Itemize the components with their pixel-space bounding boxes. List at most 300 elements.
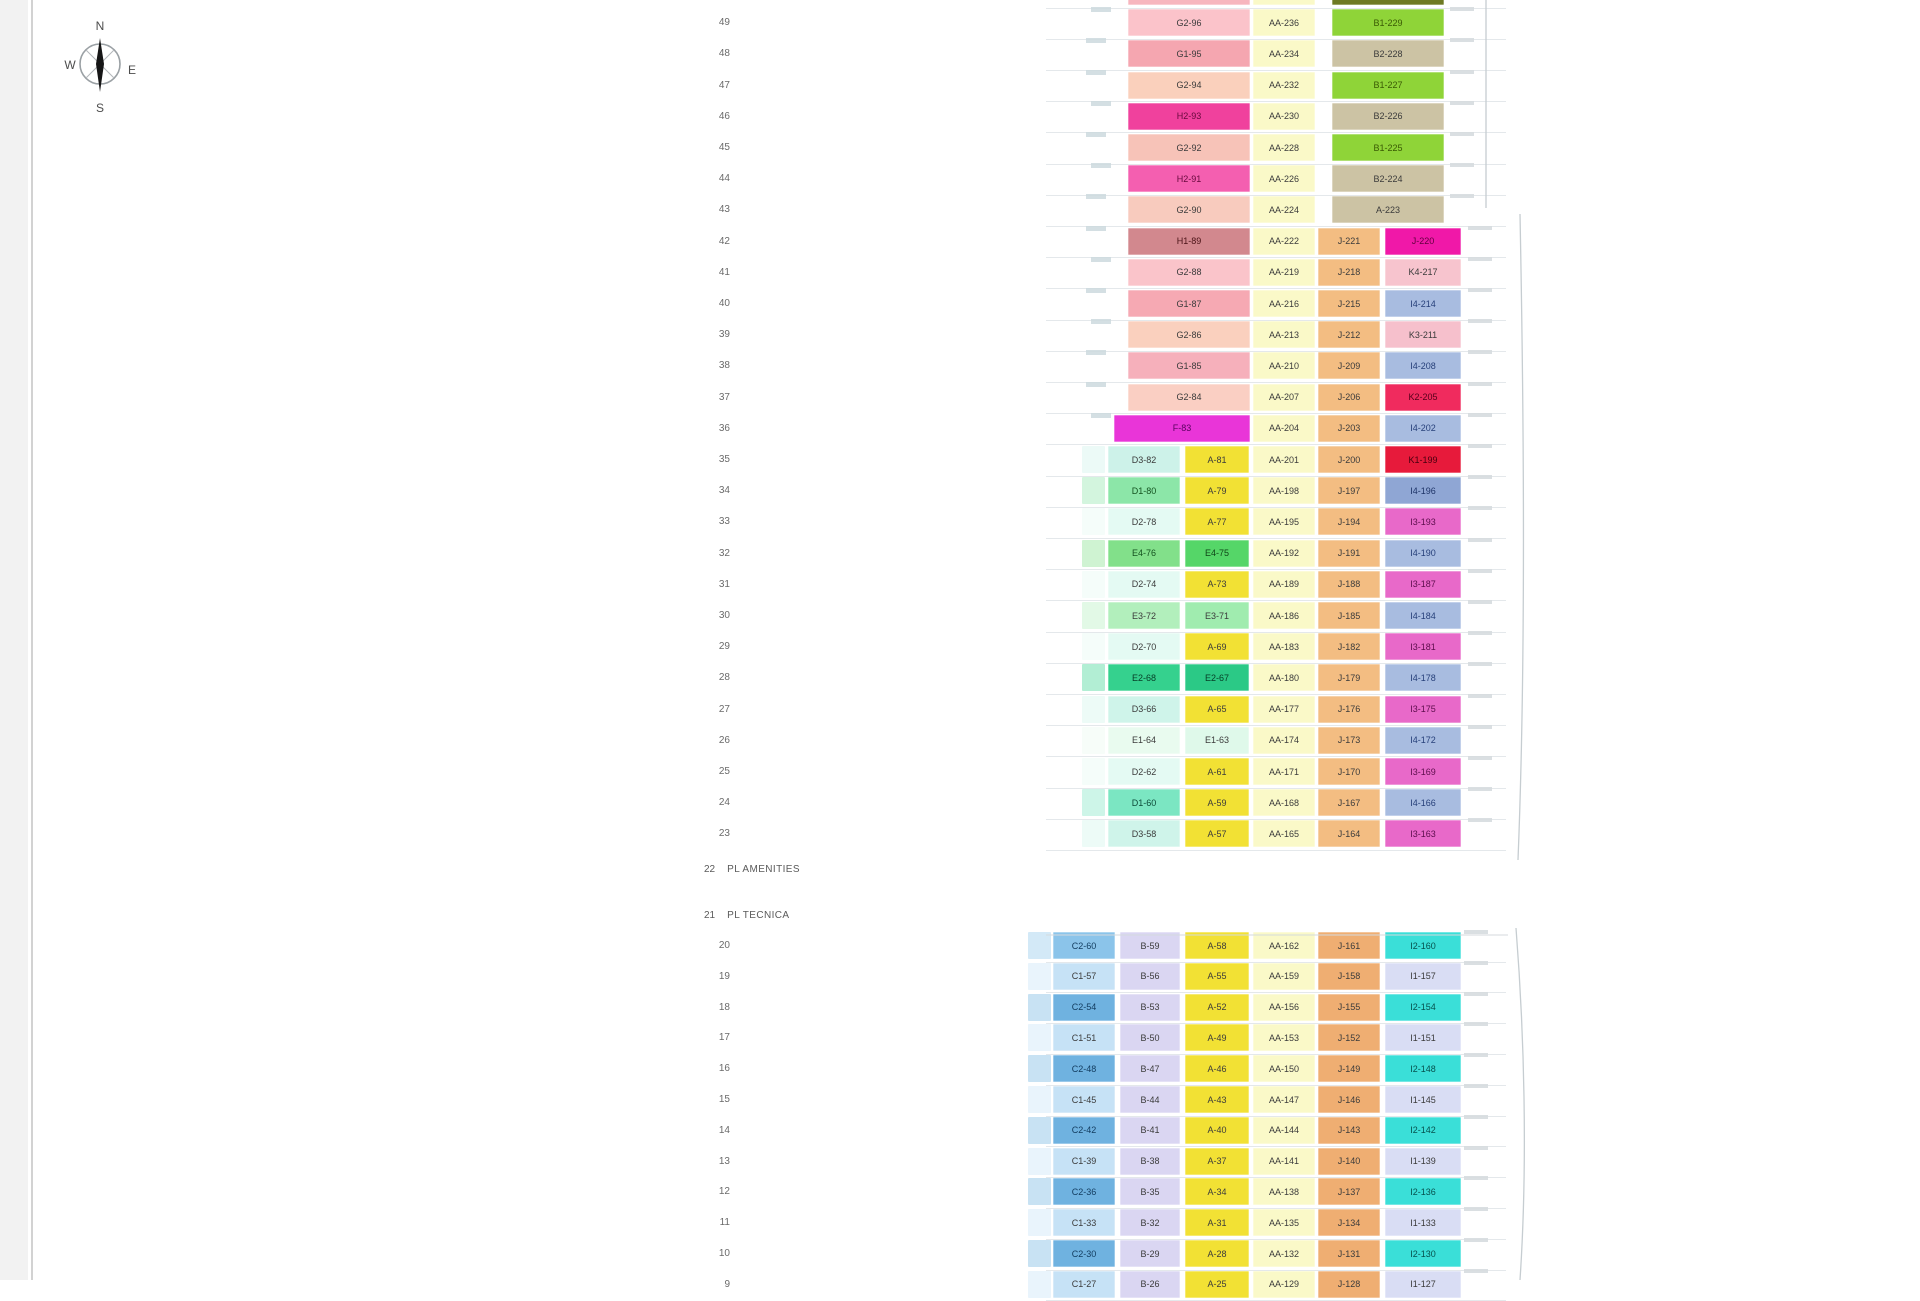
floor-number: 46 — [718, 110, 730, 122]
floor-number: 39 — [718, 329, 730, 341]
balcony-strip — [1082, 633, 1105, 660]
balcony-strip — [1082, 602, 1105, 629]
floor-number: 47 — [718, 79, 730, 91]
unit-cell: AA-156 — [1253, 994, 1315, 1021]
unit-cell: C2-30 — [1053, 1240, 1115, 1267]
slab-edge-dash — [1464, 930, 1488, 934]
slab-edge-tick — [1086, 382, 1106, 387]
slab-edge-tick — [1086, 226, 1106, 231]
unit-cell: I3-163 — [1385, 820, 1461, 847]
unit-cell: A-59 — [1185, 789, 1249, 816]
slab-edge-dash — [1464, 1115, 1488, 1119]
unit-cell: I4-178 — [1385, 664, 1461, 691]
slab-edge-dash — [1468, 413, 1492, 417]
unit-cell: AA-198 — [1253, 477, 1315, 504]
slab-edge-dash — [1450, 194, 1474, 198]
unit-cell: C1-27 — [1053, 1271, 1115, 1298]
unit-cell: A-58 — [1185, 932, 1249, 959]
floor-number: 33 — [718, 516, 730, 528]
balcony-strip — [1082, 727, 1105, 754]
slab-edge-dash — [1468, 319, 1492, 323]
floor-number: 31 — [718, 578, 730, 590]
unit-cell: E2-67 — [1185, 664, 1249, 691]
floor-number: 14 — [718, 1124, 730, 1136]
slab-edge-dash — [1464, 1238, 1488, 1242]
floor-number: 9 — [724, 1278, 730, 1290]
unit-cell: J-182 — [1318, 633, 1380, 660]
balcony-strip — [1028, 1209, 1051, 1236]
unit-cell: AA-230 — [1253, 103, 1315, 130]
slab-edge-dash — [1450, 101, 1474, 105]
floor-number: 10 — [718, 1248, 730, 1259]
unit-cell: C2-60 — [1053, 932, 1115, 959]
unit-cell: AA-150 — [1253, 1055, 1315, 1082]
balcony-strip — [1028, 994, 1051, 1021]
balcony-strip — [1028, 932, 1051, 959]
unit-cell: J-212 — [1318, 321, 1380, 348]
floor-number: 23 — [718, 828, 730, 840]
floor-number: 18 — [718, 1001, 730, 1013]
slab-edge-tick — [1086, 350, 1106, 355]
floor-number: 16 — [718, 1063, 730, 1075]
slab-edge-dash — [1464, 1053, 1488, 1057]
unit-cell: I3-169 — [1385, 758, 1461, 785]
slab-edge-dash — [1464, 1146, 1488, 1150]
slab-edge-dash — [1468, 257, 1492, 261]
floor-number: 21 — [704, 910, 716, 921]
slab-edge-dash — [1468, 569, 1492, 573]
unit-cell: AA-177 — [1253, 696, 1315, 723]
unit-cell: B-44 — [1120, 1086, 1180, 1113]
unit-cell: J-215 — [1318, 290, 1380, 317]
unit-cell: AA-129 — [1253, 1271, 1315, 1298]
balcony-strip — [1028, 1117, 1051, 1144]
floor-number: 44 — [718, 173, 730, 185]
unit-cell: C1-51 — [1053, 1024, 1115, 1051]
slab-edge-dash — [1450, 38, 1474, 42]
unit-cell: A-65 — [1185, 696, 1249, 723]
unit-cell: G2-90 — [1128, 196, 1250, 223]
floor-number: 28 — [718, 672, 730, 684]
unit-cell: E4-75 — [1185, 540, 1249, 567]
unit-cell: AA-204 — [1253, 415, 1315, 442]
unit-cell: AA-224 — [1253, 196, 1315, 223]
floor-number: 27 — [718, 703, 730, 715]
slab-edge-dash — [1450, 7, 1474, 11]
unit-cell: AA-132 — [1253, 1240, 1315, 1267]
unit-cell: A-81 — [1185, 446, 1249, 473]
floor-number: 17 — [718, 1032, 730, 1044]
floor-slab-line — [1046, 725, 1506, 726]
unit-cell: J-200 — [1318, 446, 1380, 473]
unit-cell: J-152 — [1318, 1024, 1380, 1051]
unit-cell: K4-217 — [1385, 259, 1461, 286]
unit-cell: B-50 — [1120, 1024, 1180, 1051]
unit-cell: J-146 — [1318, 1086, 1380, 1113]
unit-cell: I4-214 — [1385, 290, 1461, 317]
slab-edge-dash — [1468, 475, 1492, 479]
unit-cell: C1-57 — [1053, 963, 1115, 990]
balcony-strip — [1082, 758, 1105, 785]
unit-cell: E3-72 — [1108, 602, 1180, 629]
floor-number: 40 — [718, 298, 730, 309]
floor-number: 11 — [719, 1217, 730, 1229]
compass-south-label: S — [95, 101, 105, 115]
slab-edge-tick — [1086, 132, 1106, 137]
unit-cell: G2-88 — [1128, 259, 1250, 286]
unit-cell: A-73 — [1185, 571, 1249, 598]
unit-cell: C1-39 — [1053, 1148, 1115, 1175]
unit-cell: AA-138 — [1253, 1178, 1315, 1205]
unit-cell: AA-165 — [1253, 820, 1315, 847]
slab-edge-tick — [1086, 38, 1106, 43]
unit-cell: C2-48 — [1053, 1055, 1115, 1082]
floor-use-label: PL TECNICA — [727, 910, 790, 921]
unit-cell: AA-195 — [1253, 508, 1315, 535]
unit-cell: I2-142 — [1385, 1117, 1461, 1144]
unit-cell: AA-192 — [1253, 540, 1315, 567]
unit-cell: D2-78 — [1108, 508, 1180, 535]
unit-cell: A-57 — [1185, 820, 1249, 847]
floor-number: 34 — [718, 485, 730, 497]
unit-cell: J-179 — [1318, 664, 1380, 691]
unit-cell: I4-190 — [1385, 540, 1461, 567]
unit-cell: I2-148 — [1385, 1055, 1461, 1082]
unit-cell: C1-45 — [1053, 1086, 1115, 1113]
slab-edge-tick — [1086, 288, 1106, 293]
unit-cell: E2-68 — [1108, 664, 1180, 691]
unit-cell: B-29 — [1120, 1240, 1180, 1267]
unit-cell: G2-92 — [1128, 134, 1250, 161]
unit-cell: J-164 — [1318, 820, 1380, 847]
slab-edge-tick — [1091, 319, 1111, 324]
unit-cell: D2-62 — [1108, 758, 1180, 785]
unit-cell: I2-154 — [1385, 994, 1461, 1021]
unit-cell: B-53 — [1120, 994, 1180, 1021]
floor-use-label: PL AMENITIES — [727, 864, 800, 875]
balcony-strip — [1028, 1148, 1051, 1175]
unit-cell: I3-175 — [1385, 696, 1461, 723]
floor-slab-line — [1046, 70, 1506, 71]
unit-cell — [1253, 0, 1315, 5]
unit-cell: J-194 — [1318, 508, 1380, 535]
slab-edge-dash — [1468, 725, 1492, 729]
unit-cell: I3-187 — [1385, 571, 1461, 598]
unit-cell: E1-63 — [1185, 727, 1249, 754]
floor-number: 45 — [718, 142, 730, 153]
unit-cell: B-47 — [1120, 1055, 1180, 1082]
unit-cell: H2-93 — [1128, 103, 1250, 130]
unit-cell: B1-229 — [1332, 9, 1444, 36]
unit-cell: AA-201 — [1253, 446, 1315, 473]
unit-cell: J-143 — [1318, 1117, 1380, 1144]
floor-number: 30 — [718, 610, 730, 621]
unit-cell: I1-151 — [1385, 1024, 1461, 1051]
unit-cell: K1-199 — [1385, 446, 1461, 473]
unit-cell: AA-159 — [1253, 963, 1315, 990]
unit-cell: J-176 — [1318, 696, 1380, 723]
unit-cell: B1-225 — [1332, 134, 1444, 161]
unit-cell: I4-184 — [1385, 602, 1461, 629]
unit-cell: J-128 — [1318, 1271, 1380, 1298]
unit-cell: I4-166 — [1385, 789, 1461, 816]
unit-cell: J-188 — [1318, 571, 1380, 598]
unit-cell: AA-168 — [1253, 789, 1315, 816]
unit-cell: J-158 — [1318, 963, 1380, 990]
slab-edge-dash — [1464, 1176, 1488, 1180]
floor-number: 38 — [718, 360, 730, 372]
slab-edge-dash — [1468, 506, 1492, 510]
balcony-strip — [1028, 1240, 1051, 1267]
unit-cell: AA-171 — [1253, 758, 1315, 785]
floor-number: 22 — [704, 864, 716, 875]
balcony-strip — [1028, 1271, 1051, 1298]
slab-edge-dash — [1464, 992, 1488, 996]
balcony-strip — [1028, 1086, 1051, 1113]
compass-east-label: E — [127, 63, 137, 77]
slab-edge-tick — [1091, 7, 1111, 12]
unit-cell: A-223 — [1332, 196, 1444, 223]
unit-cell: AA-186 — [1253, 602, 1315, 629]
unit-cell: AA-162 — [1253, 932, 1315, 959]
unit-cell: AA-183 — [1253, 633, 1315, 660]
unit-cell — [1128, 0, 1250, 5]
balcony-strip — [1082, 540, 1105, 567]
floor-slab-line — [1046, 538, 1506, 539]
unit-cell: A-40 — [1185, 1117, 1249, 1144]
slab-edge-dash — [1468, 538, 1492, 542]
unit-cell: I3-193 — [1385, 508, 1461, 535]
unit-cell: B-32 — [1120, 1209, 1180, 1236]
unit-cell: AA-226 — [1253, 165, 1315, 192]
unit-cell: J-209 — [1318, 352, 1380, 379]
slab-edge-dash — [1464, 1084, 1488, 1088]
unit-cell: E4-76 — [1108, 540, 1180, 567]
unit-cell: D3-58 — [1108, 820, 1180, 847]
balcony-strip — [1028, 1055, 1051, 1082]
unit-cell: I1-157 — [1385, 963, 1461, 990]
unit-cell: I4-172 — [1385, 727, 1461, 754]
slab-edge-tick — [1091, 101, 1111, 106]
unit-cell: B-35 — [1120, 1178, 1180, 1205]
unit-cell: G2-86 — [1128, 321, 1250, 348]
unit-cell: H2-91 — [1128, 165, 1250, 192]
unit-cell: AA-210 — [1253, 352, 1315, 379]
floor-number: 41 — [718, 266, 730, 278]
balcony-strip — [1082, 789, 1105, 816]
unit-cell: J-155 — [1318, 994, 1380, 1021]
floor-slab-line — [1046, 382, 1506, 383]
unit-cell: I3-181 — [1385, 633, 1461, 660]
floor-number: 36 — [718, 422, 730, 434]
unit-cell: J-140 — [1318, 1148, 1380, 1175]
slab-edge-dash — [1464, 1022, 1488, 1026]
floor-number: 19 — [718, 970, 730, 982]
compass-north-label: N — [95, 19, 105, 33]
unit-cell: J-131 — [1318, 1240, 1380, 1267]
slab-edge-dash — [1450, 70, 1474, 74]
unit-cell: I4-196 — [1385, 477, 1461, 504]
unit-cell: G2-94 — [1128, 72, 1250, 99]
slab-edge-dash — [1468, 444, 1492, 448]
unit-cell: AA-135 — [1253, 1209, 1315, 1236]
floor-slab-line — [1046, 569, 1506, 570]
unit-cell: I2-136 — [1385, 1178, 1461, 1205]
unit-cell: D2-70 — [1108, 633, 1180, 660]
mezzanine-row — [704, 910, 789, 921]
slab-edge-dash — [1468, 631, 1492, 635]
unit-cell: B2-226 — [1332, 103, 1444, 130]
unit-cell: G1-85 — [1128, 352, 1250, 379]
slab-edge-dash — [1464, 1207, 1488, 1211]
unit-cell: AA-222 — [1253, 228, 1315, 255]
unit-cell: G2-96 — [1128, 9, 1250, 36]
unit-cell: A-49 — [1185, 1024, 1249, 1051]
slab-edge-tick — [1091, 163, 1111, 168]
floor-number: 29 — [718, 641, 730, 653]
unit-cell: J-221 — [1318, 228, 1380, 255]
unit-cell: AA-144 — [1253, 1117, 1315, 1144]
unit-cell: D2-74 — [1108, 571, 1180, 598]
unit-cell: I4-202 — [1385, 415, 1461, 442]
balcony-strip — [1082, 508, 1105, 535]
compass-west-label: W — [64, 58, 76, 72]
unit-cell: J-134 — [1318, 1209, 1380, 1236]
unit-cell: A-46 — [1185, 1055, 1249, 1082]
unit-cell: I2-130 — [1385, 1240, 1461, 1267]
slab-edge-dash — [1450, 132, 1474, 136]
unit-cell: B-56 — [1120, 963, 1180, 990]
slab-edge-tick — [1091, 257, 1111, 262]
unit-cell: AA-219 — [1253, 259, 1315, 286]
unit-cell: C2-42 — [1053, 1117, 1115, 1144]
unit-cell: B-26 — [1120, 1271, 1180, 1298]
slab-edge-dash — [1468, 662, 1492, 666]
unit-cell: E1-64 — [1108, 727, 1180, 754]
balcony-strip — [1082, 696, 1105, 723]
unit-cell: E3-71 — [1185, 602, 1249, 629]
unit-cell: AA-174 — [1253, 727, 1315, 754]
unit-cell: B-59 — [1120, 932, 1180, 959]
slab-edge-dash — [1468, 600, 1492, 604]
unit-cell: J-197 — [1318, 477, 1380, 504]
unit-cell: K2-205 — [1385, 384, 1461, 411]
unit-cell: J-173 — [1318, 727, 1380, 754]
mezzanine-row — [704, 864, 800, 875]
unit-cell: A-79 — [1185, 477, 1249, 504]
unit-cell: AA-216 — [1253, 290, 1315, 317]
unit-cell: AA-213 — [1253, 321, 1315, 348]
unit-cell: A-52 — [1185, 994, 1249, 1021]
unit-cell: A-77 — [1185, 508, 1249, 535]
unit-cell: AA-141 — [1253, 1148, 1315, 1175]
unit-cell: G1-87 — [1128, 290, 1250, 317]
unit-cell: C1-33 — [1053, 1209, 1115, 1236]
unit-cell: B-38 — [1120, 1148, 1180, 1175]
unit-cell — [1332, 0, 1444, 5]
unit-cell: AA-236 — [1253, 9, 1315, 36]
unit-cell: AA-189 — [1253, 571, 1315, 598]
unit-cell: K3-211 — [1385, 321, 1461, 348]
floor-number: 13 — [718, 1155, 730, 1167]
unit-cell: I1-127 — [1385, 1271, 1461, 1298]
slab-edge-dash — [1468, 350, 1492, 354]
floor-number: 49 — [718, 17, 730, 29]
balcony-strip — [1028, 1024, 1051, 1051]
unit-cell: I4-208 — [1385, 352, 1461, 379]
unit-cell: J-137 — [1318, 1178, 1380, 1205]
unit-cell: I1-139 — [1385, 1148, 1461, 1175]
floor-number: 15 — [718, 1094, 730, 1105]
unit-cell: AA-147 — [1253, 1086, 1315, 1113]
unit-cell: I1-133 — [1385, 1209, 1461, 1236]
unit-cell: C2-36 — [1053, 1178, 1115, 1205]
floor-slab-line — [1046, 257, 1506, 258]
unit-cell: A-25 — [1185, 1271, 1249, 1298]
floor-number: 43 — [718, 204, 730, 216]
slab-edge-dash — [1468, 756, 1492, 760]
slab-edge-dash — [1468, 818, 1492, 822]
unit-cell: J-203 — [1318, 415, 1380, 442]
unit-cell: B-41 — [1120, 1117, 1180, 1144]
unit-cell: D3-66 — [1108, 696, 1180, 723]
floor-slab-line — [1046, 694, 1506, 695]
unit-cell: A-55 — [1185, 963, 1249, 990]
slab-edge-dash — [1468, 787, 1492, 791]
floor-slab-line — [1046, 850, 1506, 851]
slab-edge-dash — [1464, 1269, 1488, 1273]
unit-cell: AA-234 — [1253, 40, 1315, 67]
slab-edge-dash — [1450, 163, 1474, 167]
slab-edge-dash — [1468, 226, 1492, 230]
floor-number: 26 — [718, 734, 730, 746]
balcony-strip — [1082, 820, 1105, 847]
unit-cell: J-161 — [1318, 932, 1380, 959]
unit-cell: AA-232 — [1253, 72, 1315, 99]
unit-cell: A-37 — [1185, 1148, 1249, 1175]
unit-cell: AA-207 — [1253, 384, 1315, 411]
slab-edge-dash — [1468, 694, 1492, 698]
floor-number: 25 — [718, 766, 730, 777]
slab-edge-tick — [1091, 413, 1111, 418]
unit-cell: G1-95 — [1128, 40, 1250, 67]
floor-number: 35 — [718, 454, 730, 465]
unit-cell: J-218 — [1318, 259, 1380, 286]
unit-cell: A-69 — [1185, 633, 1249, 660]
unit-cell: I2-160 — [1385, 932, 1461, 959]
unit-cell: J-185 — [1318, 602, 1380, 629]
floor-slab-line — [1046, 101, 1506, 102]
floor-number: 37 — [718, 391, 730, 403]
unit-cell: J-167 — [1318, 789, 1380, 816]
slab-edge-tick — [1086, 70, 1106, 75]
unit-cell: G2-84 — [1128, 384, 1250, 411]
floor-number: 20 — [718, 940, 730, 951]
slab-edge-dash — [1464, 961, 1488, 965]
unit-cell: B1-227 — [1332, 72, 1444, 99]
unit-cell: F-83 — [1114, 415, 1250, 442]
balcony-strip — [1082, 477, 1105, 504]
floor-slab-line — [1046, 226, 1506, 227]
unit-cell: AA-180 — [1253, 664, 1315, 691]
unit-cell: D1-80 — [1108, 477, 1180, 504]
unit-cell: J-220 — [1385, 228, 1461, 255]
unit-cell: A-34 — [1185, 1178, 1249, 1205]
unit-cell: H1-89 — [1128, 228, 1250, 255]
balcony-strip — [1082, 571, 1105, 598]
unit-cell: AA-228 — [1253, 134, 1315, 161]
balcony-strip — [1028, 963, 1051, 990]
